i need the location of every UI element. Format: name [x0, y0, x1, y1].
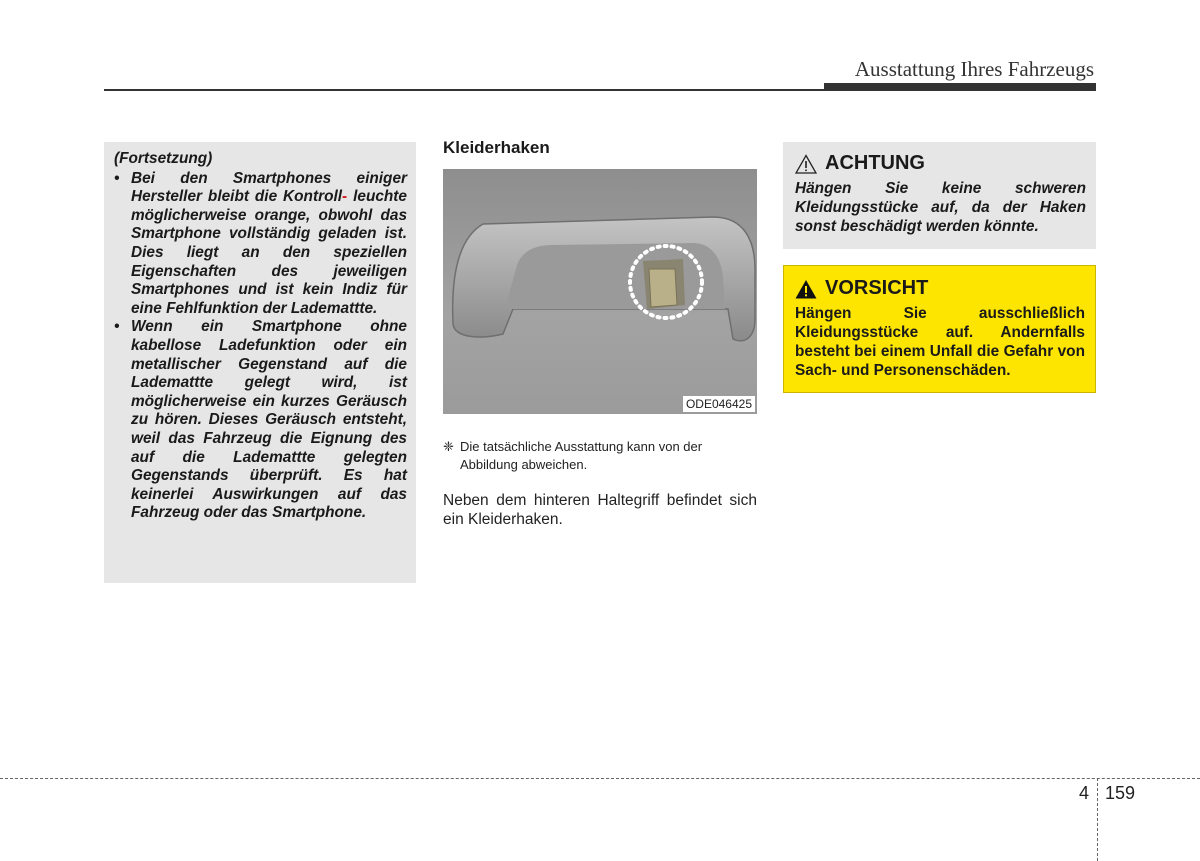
bullet-marker: •: [114, 318, 120, 336]
page-number: 159: [1105, 783, 1136, 803]
header-rule-accent: [824, 83, 1096, 90]
bullet-text-part: leuchte möglicherweise orange, obwohl das Smartphone vollständig geladen ist. Dies liegt an den speziellen Eigenschaften des jeweiligen Smartphones und ist kein Indiz für eine Fehlfunktion der Lademattte.: [131, 188, 407, 317]
continuation-label: (Fortsetzung): [114, 150, 213, 167]
clothes-hook-illustration: [443, 169, 757, 414]
caution-heading: [795, 152, 1086, 175]
bullet-text-part: Bei den Smartphones einiger Hersteller bleibt die Kontroll: [131, 169, 407, 206]
warning-title: VORSICHT: [825, 277, 929, 299]
body-paragraph: Neben dem hinteren Haltegriff befindet sich ein Kleiderhaken.: [443, 492, 757, 528]
clothes-hook-section: [443, 138, 757, 529]
section-title: Kleiderhaken: [443, 138, 550, 157]
figure-code: ODE046425: [683, 396, 755, 412]
caution-box: [783, 142, 1096, 249]
caution-text: Hängen Sie keine schweren Kleidungsstücke auf, da der Haken sonst beschädigt werden könnte.: [795, 180, 1086, 235]
footer-rule: [0, 778, 1200, 779]
page-header-title: Ausstattung Ihres Fahrzeugs: [854, 57, 1094, 81]
footnote-text: Die tatsächliche Ausstattung kann von der Abbildung abweichen.: [460, 439, 703, 472]
warning-box: [783, 265, 1096, 393]
warning-heading: [795, 277, 1085, 300]
chapter-number: 4: [1079, 783, 1090, 803]
hyphen-mark: -: [342, 188, 348, 206]
footnote: [443, 438, 757, 474]
grab-handle-drawing: [443, 169, 757, 414]
list-item: [114, 170, 407, 319]
list-item: [114, 318, 407, 523]
caution-triangle-icon: [795, 154, 817, 174]
warning-text: Hängen Sie ausschließlich Kleidungsstücke auf. Andernfalls besteht bei einem Unfall die Gefahr von Sach- und Personenschäden.: [795, 305, 1085, 379]
warning-triangle-icon: [795, 279, 817, 299]
footer-divider: [1097, 778, 1098, 861]
bullet-text: [131, 170, 407, 319]
bullet-text: Wenn ein Smartphone ohne kabellose Ladefunktion oder ein metallischer Gegenstand auf die Lademattte gelegt wird, ist möglicherweise ein kurzes Geräusch zu hören. Dieses Geräusch entsteht, weil das Fahrzeug die Eignung des auf die Lademattte gelegten Gegenstands überprüft. Es hat keinerlei Auswirkungen auf das Fahrzeug oder das Smartphone.: [131, 318, 407, 522]
caution-title: ACHTUNG: [825, 152, 925, 174]
continuation-note-box: [104, 142, 416, 583]
footnote-symbol: ❈: [443, 439, 454, 454]
bullet-marker: •: [114, 169, 120, 187]
